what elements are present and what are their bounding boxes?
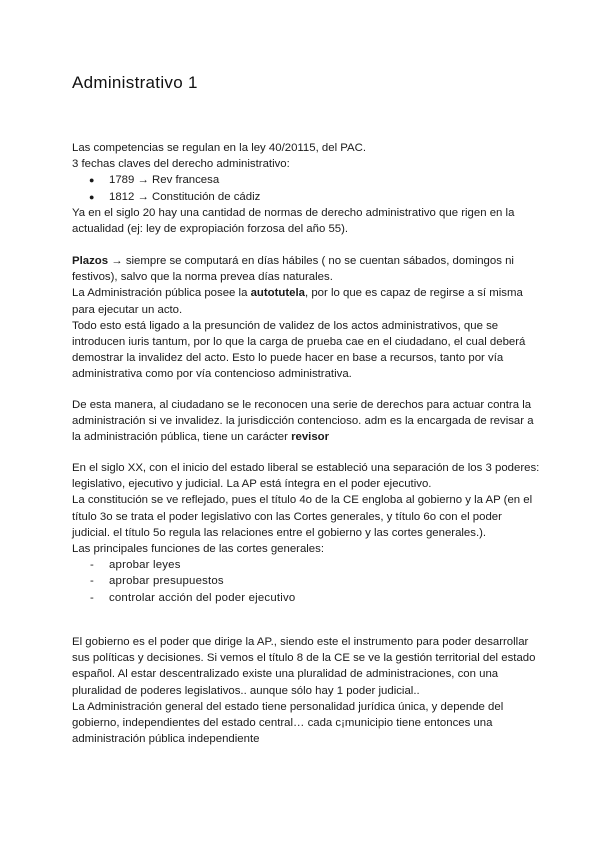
list-item: ● 1812 → Constitución de cádiz xyxy=(72,189,542,205)
section-intro xyxy=(72,140,542,237)
section-gobierno xyxy=(72,634,542,747)
paragraph-competencias: Las competencias se regulan en la ley 40/20115, del PAC. xyxy=(72,142,367,154)
term-autotutela: autotutela xyxy=(250,287,305,300)
paragraph-funciones-intro: Las principales funciones de las cortes generales: xyxy=(72,543,325,556)
list-item: ● 1789 → Rev francesa xyxy=(72,172,542,188)
paragraph-siglo-xx: En el siglo XX, con el inicio del estado liberal se estableció una separación de los 3 poderes: legislativo, ejecutivo y judicial. La AP está íntegra en el poder ejecutivo. xyxy=(72,462,540,491)
term-revisor: revisor xyxy=(291,431,330,444)
list-item: - controlar acción del poder ejecutivo xyxy=(72,590,542,606)
paragraph-siglo-20: Ya en el siglo 20 hay una cantidad de normas de derecho administrativo que rigen en la actualidad (ej: ley de expropiación forzosa del año 55). xyxy=(72,206,515,236)
paragraph-plazos: Plazos → siempre se computará en días hábiles ( no se cuentan sábados, domingos ni festivos), salvo que la norma prevea días naturales. xyxy=(72,255,514,284)
paragraph-autotutela: La Administración pública posee la autotutela, por lo que es capaz de regirse a sí misma para ejecutar un acto. xyxy=(72,287,523,316)
paragraph-gobierno: El gobierno es el poder que dirige la AP., siendo este el instrumento para poder desarrollar sus políticas y decisiones. Si vemos el título 8 de la CE se ve la gestión territorial del estado español. Al estar descentralizado existe una pluralidad de administraciones, con una pluralidad de poderes legislativos.. aunque sólo hay 1 poder judicial.. xyxy=(72,636,536,697)
paragraph-constitucion: La constitución se ve reflejado, pues el título 4o de la CE engloba al gobierno y la AP (en el título 3o se trata el poder legislativo con las Cortes generales, y título 6o con el poder judicial. el título 5o regula las relaciones entre el gobierno y las cortes generales.). xyxy=(72,494,533,539)
list-item: - aprobar leyes xyxy=(72,557,542,573)
term-plazos: Plazos xyxy=(72,255,109,267)
section-plazos xyxy=(72,253,542,383)
dates-list xyxy=(72,172,542,204)
list-item: - aprobar presupuestos xyxy=(72,573,542,589)
paragraph-administracion-general: La Administración general del estado tiene personalidad jurídica única, y depende del gobierno, independientes del estado central… cada c¡municipio tiene entonces una administración pública independiente xyxy=(72,700,504,746)
funciones-list xyxy=(72,557,542,606)
paragraph-fechas-intro: 3 fechas claves del derecho administrativo: xyxy=(72,158,290,171)
document-title: Administrativo 1 xyxy=(72,73,198,92)
section-poderes xyxy=(72,460,542,606)
paragraph-derechos: De esta manera, al ciudadano se le reconocen una serie de derechos para actuar contra la administración si ve invalidez. la jurisdicción contencioso. adm es la encargada de revisar a la administración pública, tiene un carácter revisor xyxy=(72,399,534,444)
section-derechos xyxy=(72,397,542,446)
paragraph-validez: Todo esto está ligado a la presunción de validez de los actos administrativos, que se introducen iuris tantum, por lo que la carga de prueba cae en el ciudadano, el cual deberá demostrar la invalidez del acto. Esto lo puede hacer en base a recursos, tanto por vía administrativa como por vía contencioso administrativa. xyxy=(72,319,526,381)
